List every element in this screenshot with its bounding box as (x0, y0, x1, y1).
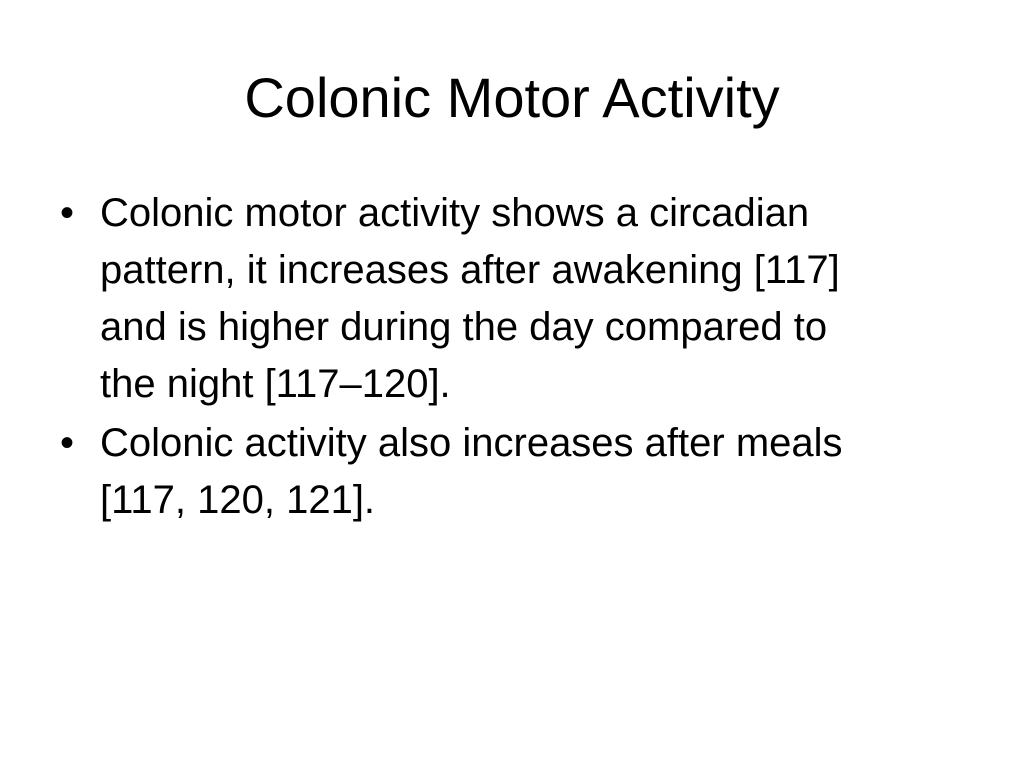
slide-title: Colonic Motor Activity (244, 66, 780, 129)
bullet-1-line-3: and is higher during the day compared to (100, 305, 828, 349)
bullet-1-line-1: Colonic motor activity shows a circadian (100, 191, 810, 235)
bullet-1-line-2: pattern, it increases after awakening [117] (100, 248, 840, 292)
bullet-1-line-4: the night [117–120]. (100, 362, 451, 406)
bullet-icon: • (60, 191, 75, 235)
bullet-item-2 (60, 415, 960, 529)
bullet-2-line-2: [117, 120, 121]. (100, 478, 376, 522)
bullet-2-line-1: Colonic activity also increases after meals (100, 421, 843, 465)
bullet-icon: • (60, 421, 75, 465)
bullet-item-1 (60, 185, 960, 413)
bullet-list (60, 185, 960, 531)
